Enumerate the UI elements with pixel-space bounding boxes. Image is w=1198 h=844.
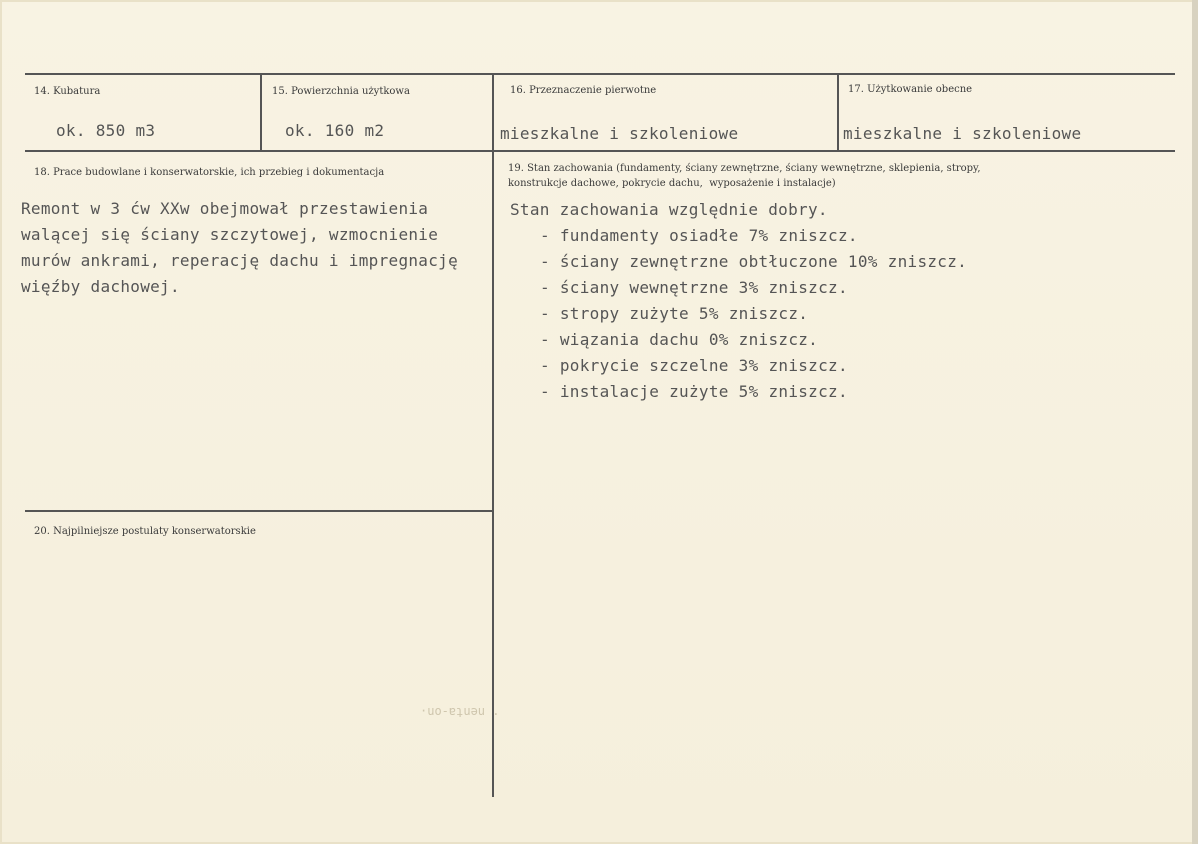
field16-value: mieszkalne i szkoleniowe — [500, 124, 739, 143]
field19-item: - fundamenty osiadłe 7% zniszcz. — [540, 226, 858, 245]
field19-item: - instalacje zużyte 5% zniszcz. — [540, 382, 848, 401]
field18-line: więźby dachowej. — [21, 277, 180, 296]
field19-item: - ściany wewnętrzne 3% zniszcz. — [540, 278, 848, 297]
field18-text — [21, 196, 458, 300]
divider-14-15 — [260, 75, 262, 151]
field17-value: mieszkalne i szkoleniowe — [843, 124, 1082, 143]
field18-label: 18. Prace budowlane i konserwatorskie, ich przebieg i dokumentacja — [34, 167, 385, 178]
divider-main — [492, 75, 494, 797]
field19-text — [510, 197, 967, 405]
field18-line: Remont w 3 ćw XXw obejmował przestawienia — [21, 199, 429, 218]
card-edge — [1192, 0, 1198, 844]
field15-value: ok. 160 m2 — [285, 121, 385, 140]
field19-item: - ściany zewnętrzne obtłuczone 10% zniszcz. — [540, 252, 968, 271]
field18-line: murów ankrami, reperację dachu i impregnację — [21, 251, 459, 270]
field16-label: 16. Przeznaczenie pierwotne — [510, 85, 657, 96]
field18-bottom-rule — [25, 510, 492, 512]
field20-label: 20. Najpilniejsze postulaty konserwatorskie — [34, 526, 256, 537]
field19-label-line1: 19. Stan zachowania (fundamenty, ściany zewnętrzne, ściany wewnętrzne, sklepienia, stropy, — [508, 163, 981, 174]
field18-line: walącej się ściany szczytowej, wzmocnienie — [21, 225, 439, 244]
field17-label: 17. Użytkowanie obecne — [848, 84, 973, 95]
row1-bottom-rule — [25, 150, 1175, 152]
field15-label: 15. Powierzchnia użytkowa — [272, 86, 410, 97]
top-rule — [25, 73, 1175, 75]
field19-label-line2: konstrukcje dachowe, pokrycie dachu, wyposażenie i instalacje) — [508, 178, 836, 189]
field19-item: - stropy zużyte 5% zniszcz. — [540, 304, 809, 323]
faded-show-through-text: ·uo-ɐʇuǝu . — [420, 704, 500, 718]
field19-item: - pokrycie szczelne 3% zniszcz. — [540, 356, 848, 375]
divider-16-17 — [837, 75, 839, 151]
field14-value: ok. 850 m3 — [56, 121, 156, 140]
field19-item: - wiązania dachu 0% zniszcz. — [540, 330, 819, 349]
field19-summary: Stan zachowania względnie dobry. — [510, 200, 828, 219]
field14-label: 14. Kubatura — [34, 86, 101, 97]
